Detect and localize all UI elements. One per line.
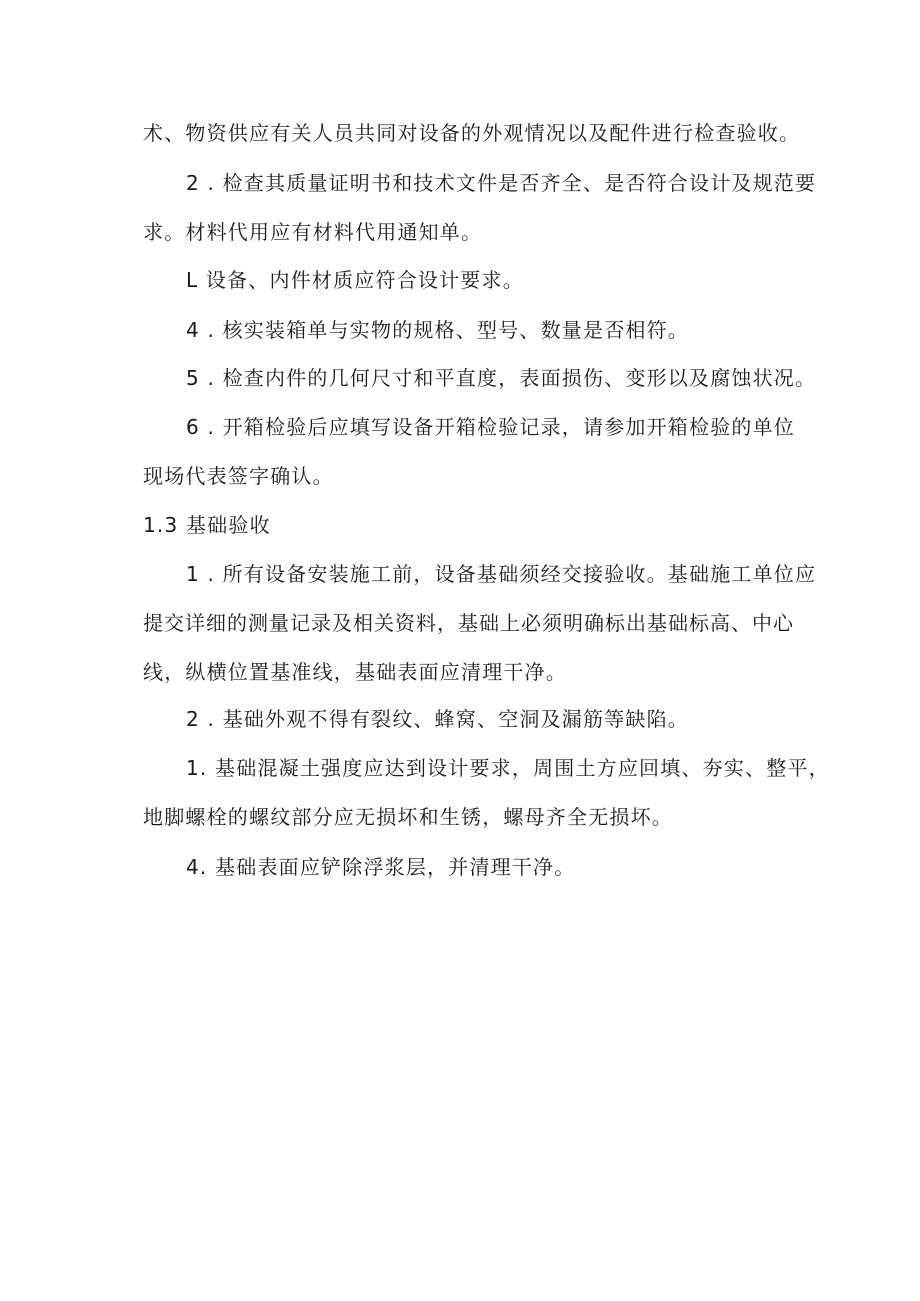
list-item-2: 2 . 检查其质量证明书和技术文件是否齐全、是否符合设计及规范要 (186, 171, 817, 195)
paragraph-line: 提交详细的测量记录及相关资料，基础上必须明确标出基础标高、中心 (143, 611, 794, 635)
list-item-6: 6 . 开箱检验后应填写设备开箱检验记录，请参加开箱检验的单位 (186, 415, 795, 439)
list-item-4-second: 4. 基础表面应铲除浮浆层，并清理干净。 (186, 855, 576, 879)
paragraph-line: 求。材料代用应有材料代用通知单。 (143, 220, 483, 244)
list-item-5: 5 . 检查内件的几何尺寸和平直度，表面损伤、变形以及腐蚀状况。 (186, 366, 817, 390)
list-item-4: 4 . 核实装箱单与实物的规格、型号、数量是否相符。 (186, 318, 689, 342)
paragraph-line: 地脚螺栓的螺纹部分应无损坏和生锈，螺母齐全无损坏。 (143, 805, 673, 829)
paragraph-line: 术、物资供应有关人员共同对设备的外观情况以及配件进行检查验收。 (143, 121, 801, 145)
paragraph-line: 现场代表签字确认。 (143, 464, 334, 488)
list-item-l: L 设备、内件材质应符合设计要求。 (186, 268, 524, 292)
section-heading: 1.3 基础验收 (143, 513, 271, 537)
list-item-2-second: 2 . 基础外观不得有裂纹、蜂窝、空洞及漏筋等缺陷。 (186, 707, 689, 731)
list-item-1: 1 . 所有设备安装施工前，设备基础须经交接验收。基础施工单位应 (186, 562, 817, 586)
paragraph-line: 线，纵横位置基准线，基础表面应清理干净。 (143, 660, 567, 684)
list-item-1-second: 1. 基础混凝土强度应达到设计要求，周围土方应回填、夯实、整平， (186, 756, 830, 780)
